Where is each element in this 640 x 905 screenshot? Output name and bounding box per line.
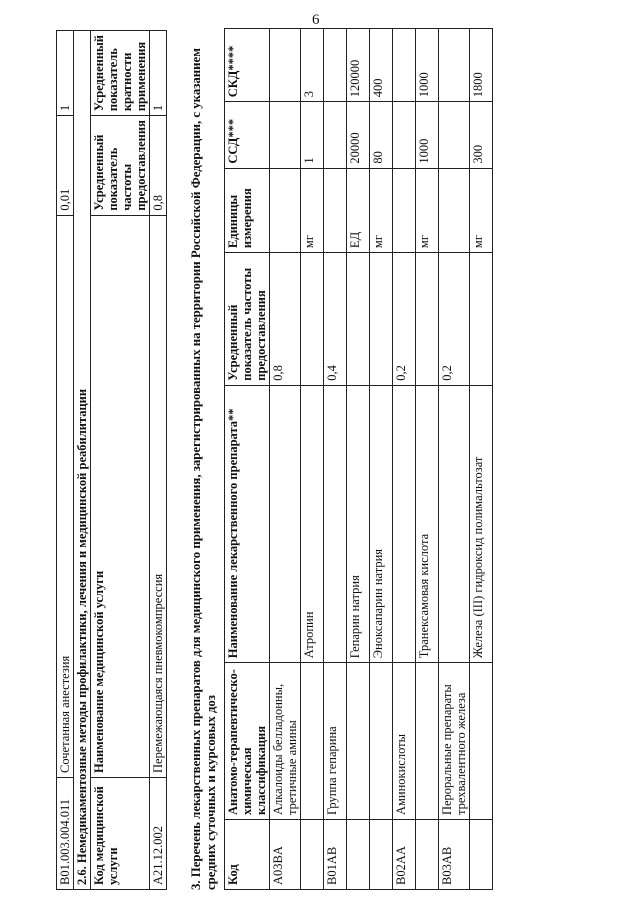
empty-cell [269, 102, 300, 168]
empty-cell [415, 663, 438, 820]
empty-cell [469, 253, 492, 386]
empty-cell [392, 29, 415, 102]
header-multiplicity: Усредненный показатель кратности применения [91, 31, 150, 116]
drug-unit: ЕД [346, 168, 369, 252]
service-name: Сочетанная анестезия [57, 215, 74, 777]
drug-unit: мг [415, 168, 438, 252]
drug-name: Гепарин натрия [346, 385, 369, 662]
drug-skd: 120000 [346, 29, 369, 102]
empty-cell [392, 102, 415, 168]
drug-name: Железа (III) гидроксид полимальтозат [469, 385, 492, 662]
empty-cell [346, 820, 369, 890]
group-row [438, 29, 469, 890]
rotated-page-content [56, 20, 586, 890]
atc-code: B03AB [438, 820, 469, 890]
drug-ssd: 300 [469, 102, 492, 168]
service-name: Перемежающаяся пневмокомпрессия [150, 215, 167, 777]
service-frequency: 0,01 [57, 116, 74, 216]
group-row [269, 29, 300, 890]
atc-name: Группа гепарина [323, 663, 346, 820]
drug-skd: 3 [300, 29, 323, 102]
drug-name [269, 385, 300, 662]
header-skd: СКД**** [224, 29, 269, 102]
atc-name: Аминокислоты [392, 663, 415, 820]
empty-cell [392, 168, 415, 252]
header-code: Код [224, 820, 269, 890]
drug-ssd: 1 [300, 102, 323, 168]
header-atc: Анатомо-терапевтическо-химическая классификация [224, 663, 269, 820]
drug-ssd: 80 [369, 102, 392, 168]
empty-cell [269, 168, 300, 252]
service-code: B01.003.004.011 [57, 778, 74, 890]
drug-name [392, 385, 415, 662]
drug-unit: мг [300, 168, 323, 252]
empty-cell [438, 29, 469, 102]
header-ssd: ССД*** [224, 102, 269, 168]
empty-cell [300, 820, 323, 890]
table-row [57, 31, 74, 890]
drug-ssd: 1000 [415, 102, 438, 168]
atc-code: A03BA [269, 820, 300, 890]
drug-name [323, 385, 346, 662]
empty-cell [369, 253, 392, 386]
service-frequency: 0,8 [150, 116, 167, 216]
table-row [150, 31, 167, 890]
drug-row [300, 29, 323, 890]
header-frequency: Усредненный показатель частоты предоставления [224, 253, 269, 386]
section-heading-row [74, 31, 91, 890]
service-multiplicity: 1 [150, 31, 167, 116]
drug-unit: мг [469, 168, 492, 252]
header-drug-name: Наименование лекарственного препарата** [224, 385, 269, 662]
drug-skd: 1800 [469, 29, 492, 102]
empty-cell [369, 820, 392, 890]
group-frequency: 0,2 [392, 253, 415, 386]
drug-unit: мг [369, 168, 392, 252]
services-table [56, 30, 167, 890]
service-multiplicity: 1 [57, 31, 74, 116]
section-2-6-title: 2.6. Немедикаментозные методы профилактики, лечения и медицинской реабилитации [74, 31, 91, 890]
atc-code: B01AB [323, 820, 346, 890]
drug-name [438, 385, 469, 662]
drug-skd: 1000 [415, 29, 438, 102]
drugs-table [224, 28, 493, 890]
header-service-name: Наименование медицинской услуги [91, 215, 150, 777]
empty-cell [469, 663, 492, 820]
group-frequency: 0,8 [269, 253, 300, 386]
empty-cell [269, 29, 300, 102]
group-row [392, 29, 415, 890]
empty-cell [415, 253, 438, 386]
drug-ssd: 20000 [346, 102, 369, 168]
group-row [323, 29, 346, 890]
drug-row [346, 29, 369, 890]
drug-name: Транексамовая кислота [415, 385, 438, 662]
empty-cell [323, 102, 346, 168]
group-frequency: 0,2 [438, 253, 469, 386]
drug-name: Эноксапарин натрия [369, 385, 392, 662]
group-frequency: 0,4 [323, 253, 346, 386]
empty-cell [438, 168, 469, 252]
empty-cell [369, 663, 392, 820]
service-code: A21.12.002 [150, 778, 167, 890]
header-unit: Единицы измерения [224, 168, 269, 252]
drug-skd: 400 [369, 29, 392, 102]
atc-code: B02AA [392, 820, 415, 890]
drug-row [415, 29, 438, 890]
empty-cell [415, 820, 438, 890]
drug-row [369, 29, 392, 890]
empty-cell [300, 663, 323, 820]
atc-name: Пероральные препараты трехвалентного железа [438, 663, 469, 820]
drug-row [469, 29, 492, 890]
header-service-code: Код медицинской услуги [91, 778, 150, 890]
header-frequency: Усредненный показатель частоты предоставления [91, 116, 150, 216]
page-number: 6 [312, 12, 320, 28]
table-header-row [224, 29, 269, 890]
empty-cell [469, 820, 492, 890]
atc-name: Алкалоиды белладонны, третичные амины [269, 663, 300, 820]
empty-cell [438, 102, 469, 168]
empty-cell [300, 253, 323, 386]
section-3-title: 3. Перечень лекарственных препаратов для медицинского применения, зарегистрированных на территории Российской Федерации, с указанием средних суточных и курсовых доз [189, 48, 219, 890]
empty-cell [323, 168, 346, 252]
empty-cell [323, 29, 346, 102]
empty-cell [346, 253, 369, 386]
table-header-row [91, 31, 150, 890]
drug-name: Атропин [300, 385, 323, 662]
empty-cell [346, 663, 369, 820]
